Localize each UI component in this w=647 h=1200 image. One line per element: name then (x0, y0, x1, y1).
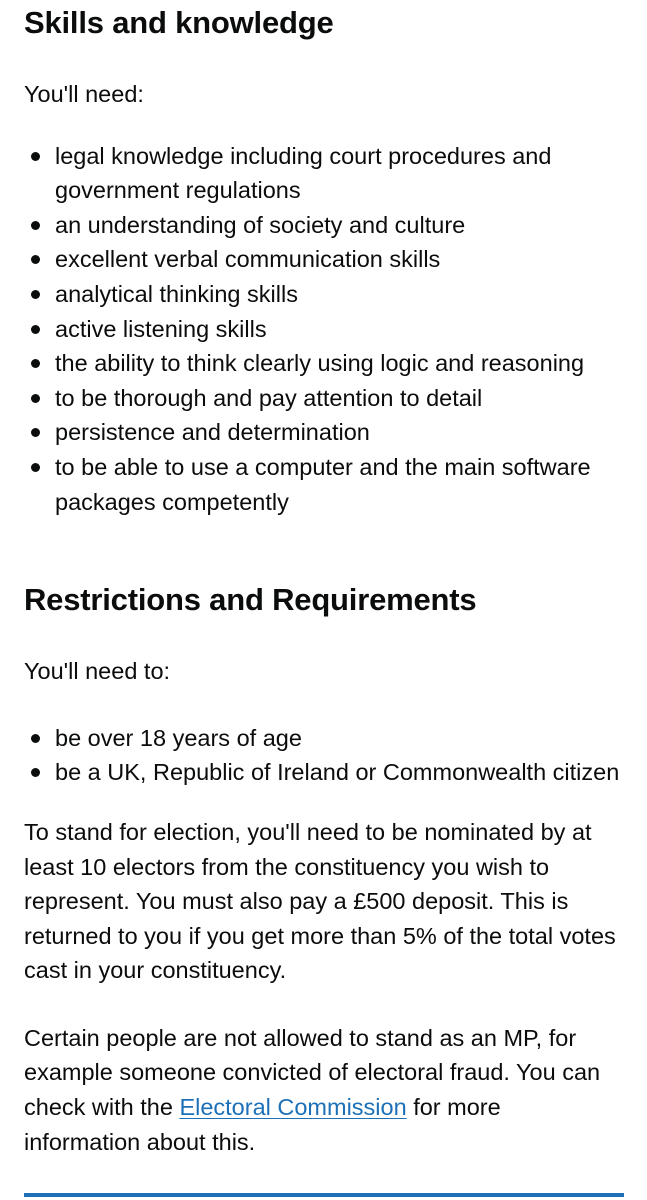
bullet-icon (31, 255, 40, 264)
certain-text-before: Certain people are not allowed to stand as an MP, for example someone convicted of electoral fraud. You can check with the (24, 1024, 601, 1121)
list-item-text: persistence and determination (55, 419, 370, 446)
list-item-text: active listening skills (55, 315, 267, 342)
list-item (24, 139, 623, 208)
election-paragraph: To stand for election, you'll need to be nominated by at least 10 electors from the constituency you wish to represent. You must also pay a £500 deposit. This is returned to you if you get more than 5% of the total votes cast in your constituency. (24, 818, 616, 984)
restrictions-heading: Restrictions and Requirements (24, 582, 477, 618)
list-item-text: be a UK, Republic of Ireland or Commonwealth citizen (55, 759, 620, 786)
bullet-icon (31, 325, 40, 334)
focus-indicator-bar (24, 1193, 624, 1197)
list-item (24, 415, 623, 450)
list-item-text: analytical thinking skills (55, 280, 298, 307)
bullet-icon (31, 734, 40, 743)
list-item (24, 242, 623, 277)
skills-list (24, 139, 623, 520)
list-item-text: to be able to use a computer and the main software packages competently (55, 453, 591, 515)
bullet-icon (31, 463, 40, 472)
list-item-text: excellent verbal communication skills (55, 246, 441, 273)
list-item-text: the ability to think clearly using logic and reasoning (55, 350, 585, 377)
list-item (24, 277, 623, 312)
list-item (24, 450, 623, 519)
list-item-text: an understanding of society and culture (55, 211, 466, 238)
restrictions-list (24, 721, 623, 790)
list-item-text: be over 18 years of age (55, 724, 302, 751)
bullet-icon (31, 394, 40, 403)
certain-people-paragraph (24, 1021, 623, 1159)
list-item (24, 755, 623, 790)
bullet-icon (31, 428, 40, 437)
skills-intro: You'll need: (24, 81, 144, 107)
electoral-commission-link[interactable]: Electoral Commission (179, 1094, 407, 1121)
restrictions-intro: You'll need to: (24, 658, 171, 685)
bullet-icon (31, 152, 40, 161)
certain-text-after: for more information about this. (24, 1094, 501, 1155)
list-item (24, 208, 623, 243)
list-item (24, 312, 623, 347)
list-item (24, 381, 623, 416)
bullet-icon (31, 290, 40, 299)
bullet-icon (31, 359, 40, 368)
list-item-text: to be thorough and pay attention to detail (55, 384, 483, 411)
bullet-icon (31, 768, 40, 777)
list-item (24, 721, 623, 756)
list-item (24, 346, 623, 381)
list-item-text: legal knowledge including court procedures and government regulations (55, 142, 552, 204)
bullet-icon (31, 221, 40, 230)
skills-heading: Skills and knowledge (24, 5, 334, 40)
